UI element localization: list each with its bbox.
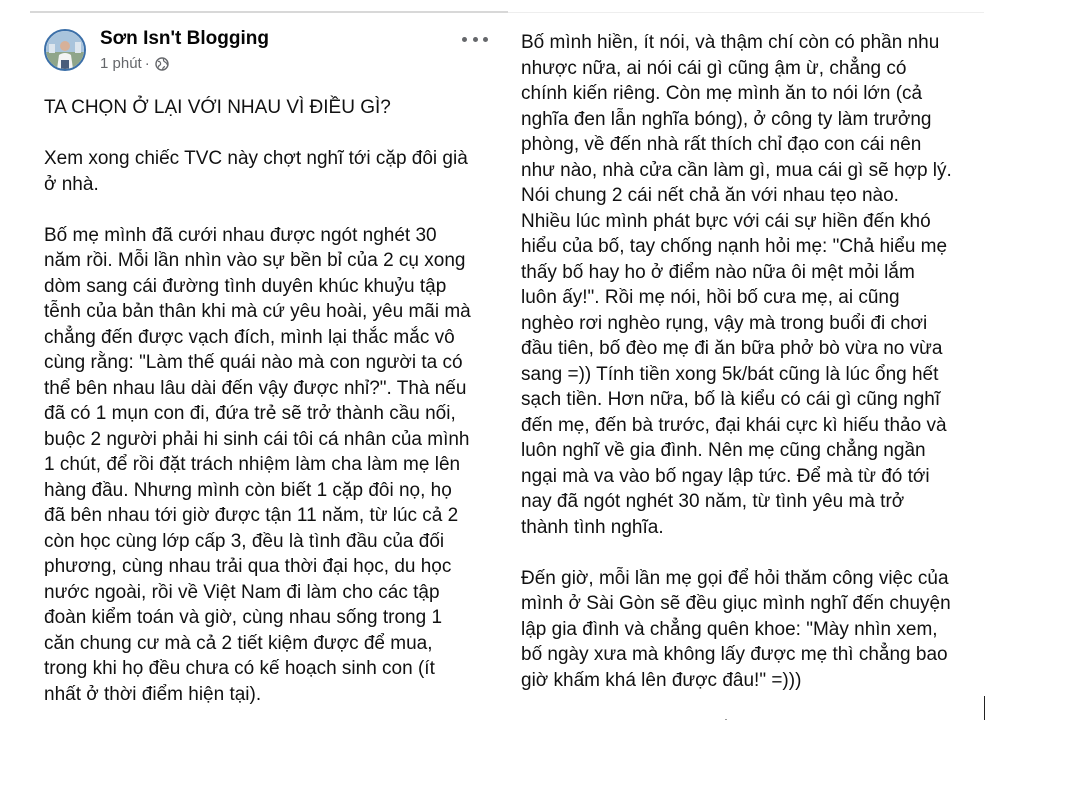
- more-dot: [473, 37, 478, 42]
- left-post-card: [30, 11, 508, 713]
- post-paragraph: Xem xong chiếc TVC này chợt nghĩ tới cặp đôi già ở nhà.: [44, 148, 468, 195]
- globe-icon[interactable]: [155, 57, 169, 71]
- post-paragraph: TA CHỌN Ở LẠI VỚI NHAU VÌ ĐIỀU GÌ?: [44, 97, 391, 118]
- text-cursor: [984, 696, 985, 720]
- stray-mark: [725, 719, 727, 720]
- right-post-continuation: [508, 12, 984, 703]
- meta-separator: ·: [144, 55, 150, 72]
- more-dot: [483, 37, 488, 42]
- post-meta: [100, 55, 169, 72]
- post-text: [44, 95, 496, 707]
- more-dot: [462, 37, 467, 42]
- avatar-photo: [46, 31, 84, 69]
- post-time[interactable]: 1 phút: [100, 55, 142, 72]
- post-paragraph: Bố mình hiền, ít nói, và thậm chí còn có phần nhu nhược nữa, ai nói cái gì cũng ậm ừ, chẳng có chính kiến riêng. Còn mẹ mình ăn to nói lớn (cả nghĩa đen lẫn nghĩa bóng), ở công ty làm trưởng phòng, về đến nhà rất thích chỉ đạo con cái nên như nào, nhà cửa cần làm gì, mua cái gì sẽ hợp lý. Nói chung 2 cái nết chả ăn với nhau tẹo nào. Nhiều lúc mình phát bực với cái sự hiền đến khó hiểu của bố, tay chống nạnh hỏi mẹ: "Chả hiểu mẹ thấy bố hay ho ở điểm nào nữa ôi mệt mỏi lắm luôn ấy!". Rồi mẹ nói, hồi bố cưa mẹ, ai cũng nghèo rơi nghèo rụng, vậy mà trong buổi đi chơi đầu tiên, bố đèo mẹ đi ăn bữa phở bò vừa no vừa sang =)) Tính tiền xong 5k/bát cũng là lúc ổng hết sạch tiền. Hơn nữa, bố là kiểu có cái gì cũng nghĩ đến mẹ, đến bà trước, đại khái cực kì hiếu thảo và luôn nghĩ về gia đình. Nên mẹ cũng chẳng ngần ngại mà va vào bố ngay lập tức. Để mà từ đó tới nay đã ngót nghét 30 năm, từ tình yêu mà trở thành tình nghĩa.: [521, 32, 952, 538]
- author-avatar[interactable]: [44, 29, 86, 71]
- more-options-icon[interactable]: [462, 29, 488, 49]
- post-paragraph: Đến giờ, mỗi lần mẹ gọi để hỏi thăm công việc của mình ở Sài Gòn sẽ đều giục mình nghĩ đến chuyện lập gia đình và chẳng quên khoe: "Mày nhìn xem, bố ngày xưa mà không lấy được mẹ thì chẳng bao giờ khấm khá lên được đâu!" =))): [521, 567, 951, 691]
- author-name[interactable]: Sơn Isn't Blogging: [100, 28, 269, 49]
- post-text-continued: [521, 30, 979, 693]
- post-paragraph: Bố mẹ mình đã cưới nhau được ngót nghét 30 năm rồi. Mỗi lần nhìn vào sự bền bỉ của 2 cụ xong dòm sang cái đường tình duyên khúc khuỷu tập tễnh của bản thân khi mà cứ yêu hoài, yêu mãi mà chẳng đến được vạch đích, mình lại thắc mắc vô cùng rằng: "Làm thế quái nào mà con người ta có thể bên nhau lâu dài đến vậy được nhỉ?". Thà nếu đã có 1 mụn con đi, đứa trẻ sẽ trở thành cầu nối, buộc 2 người phải hi sinh cái tôi cá nhân của mình 1 chút, để rồi đặt trách nhiệm làm cha làm mẹ lên hàng đầu. Nhưng mình còn biết 1 cặp đôi nọ, họ đã bên nhau tới giờ được tận 11 năm, từ lúc cả 2 còn học cùng lớp cấp 3, đều là tình đầu của đối phương, cùng nhau trải qua thời đại học, du học nước ngoài, rồi về Việt Nam đi làm cho các tập đoàn kiểm toán và giờ, cùng nhau sống trong 1 căn chung cư mà cả 2 tiết kiệm được để mua, trong khi họ đều chưa có kế hoạch sinh con (ít nhất ở thời điểm hiện tại).: [44, 224, 471, 705]
- post-header: [44, 27, 494, 77]
